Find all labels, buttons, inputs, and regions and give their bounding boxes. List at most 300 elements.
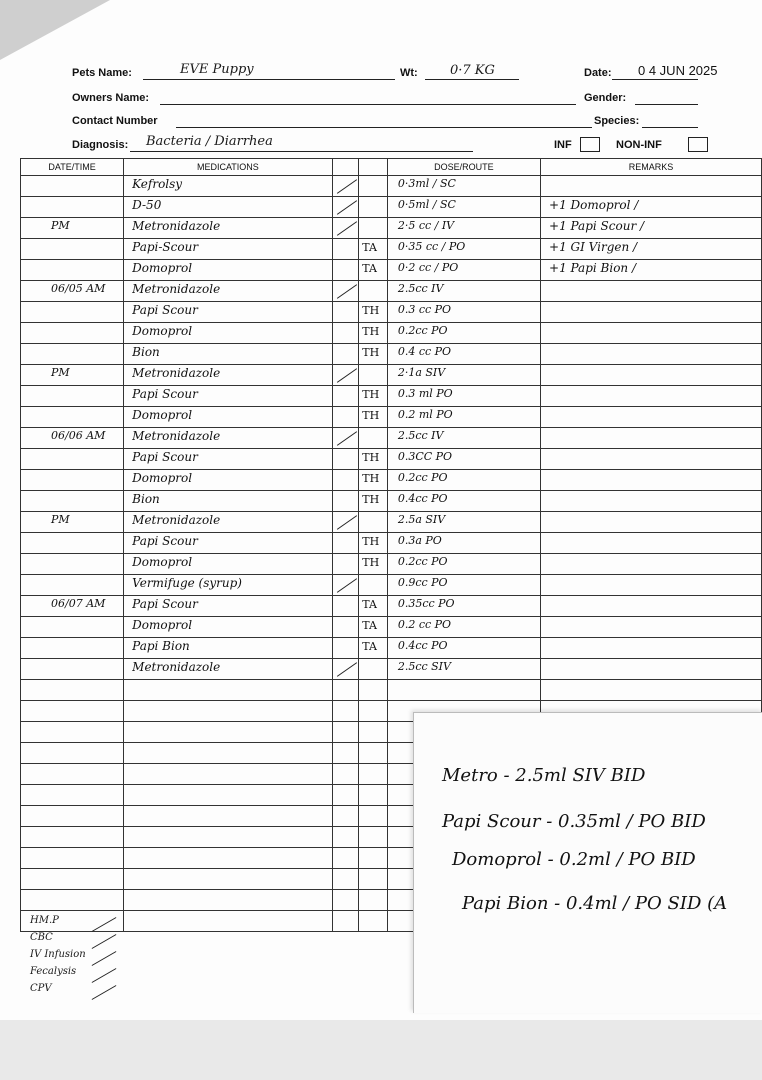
remarks-cell [541, 554, 762, 575]
dose-route-cell-text: 0.3a PO [397, 534, 442, 547]
gender-label: Gender: [584, 92, 627, 104]
checklist-item: Fecalysis [30, 966, 77, 977]
check-cell [332, 911, 359, 932]
initials-cell [359, 407, 388, 428]
medication-cell [124, 428, 332, 449]
medication-cell-text: Domoprol [132, 555, 193, 569]
remarks-cell [541, 428, 762, 449]
remarks-cell [541, 218, 762, 239]
remarks-cell [541, 281, 762, 302]
dose-route-cell-text: 0.4 cc PO [397, 345, 452, 358]
date-time-cell-text: 06/06 AM [51, 429, 106, 442]
date-time-cell [21, 554, 124, 575]
check-cell [332, 281, 359, 302]
dose-route-cell-text: 0.4cc PO [397, 492, 448, 505]
remarks-cell-text: +1 GI Virgen / [549, 240, 638, 254]
medication-cell [124, 722, 332, 743]
initials-text: TH [362, 409, 380, 422]
date-time-cell-text: 06/07 AM [51, 597, 106, 610]
dose-route-cell-text: 0.3CC PO [397, 450, 453, 463]
medication-cell [124, 764, 332, 785]
check-cell [332, 197, 359, 218]
check-cell [332, 701, 359, 722]
folded-corner [0, 0, 110, 60]
table-row [21, 554, 762, 575]
dose-route-cell-text: 0.2cc PO [397, 555, 448, 568]
date-time-cell-text: 06/05 AM [51, 282, 106, 295]
diagnosis-value: Bacteria / Diarrhea [146, 134, 273, 149]
medication-cell-text: Bion [132, 492, 160, 506]
dose-route-cell [387, 575, 540, 596]
initials-text: TH [362, 388, 380, 401]
medication-cell-text: Papi Scour [132, 303, 198, 317]
remarks-cell [541, 197, 762, 218]
table-row [21, 512, 762, 533]
inf-label: INF [554, 139, 572, 151]
header-date-time: DATE/TIME [21, 159, 124, 176]
dose-route-cell-text: 0.9cc PO [397, 576, 448, 589]
date-time-cell [21, 743, 124, 764]
header-dose-route: DOSE/ROUTE [387, 159, 540, 176]
remarks-cell [541, 659, 762, 680]
check-cell [332, 554, 359, 575]
medication-cell-text: Papi Scour [132, 534, 198, 548]
initials-cell [359, 722, 388, 743]
check-cell [332, 638, 359, 659]
dose-route-cell [387, 407, 540, 428]
initials-cell [359, 659, 388, 680]
dose-route-cell [387, 260, 540, 281]
dose-route-cell-text: 0·2 cc / PO [397, 261, 459, 274]
medication-cell [124, 176, 332, 197]
initials-cell [359, 869, 388, 890]
table-row [21, 197, 762, 218]
dose-route-cell-text: 0.2cc PO [397, 471, 448, 484]
dose-route-cell [387, 533, 540, 554]
remarks-cell [541, 302, 762, 323]
initials-cell [359, 344, 388, 365]
non-inf-checkbox[interactable] [688, 137, 708, 152]
date-time-cell [21, 491, 124, 512]
remarks-cell [541, 596, 762, 617]
taped-prescription-note [413, 712, 762, 1013]
medication-cell [124, 827, 332, 848]
check-cell [332, 239, 359, 260]
date-time-cell [21, 512, 124, 533]
medication-cell [124, 638, 332, 659]
remarks-cell-text: +1 Domoprol / [549, 198, 639, 212]
medication-cell-text: Metronidazole [132, 219, 221, 233]
table-row [21, 533, 762, 554]
medication-cell [124, 218, 332, 239]
remarks-cell [541, 323, 762, 344]
dose-route-cell [387, 239, 540, 260]
date-time-cell [21, 617, 124, 638]
checklist-item: HM.P [30, 915, 59, 926]
check-cell [332, 680, 359, 701]
date-time-cell [21, 281, 124, 302]
dose-route-cell [387, 491, 540, 512]
initials-text: TA [362, 241, 377, 254]
table-row [21, 344, 762, 365]
dose-route-cell [387, 638, 540, 659]
date-time-cell [21, 806, 124, 827]
medication-cell [124, 554, 332, 575]
check-cell [332, 596, 359, 617]
medication-cell-text: Metronidazole [132, 513, 221, 527]
date-time-cell [21, 764, 124, 785]
medication-cell [124, 890, 332, 911]
dose-route-cell-text: 0·3ml / SC [397, 177, 456, 190]
wt-value: 0·7 KG [450, 63, 495, 78]
check-cell [332, 344, 359, 365]
medication-cell [124, 596, 332, 617]
medication-cell [124, 911, 332, 932]
owners-name-line [160, 104, 576, 105]
dose-route-cell-text: 0.2 ml PO [397, 408, 453, 421]
check-cell [332, 806, 359, 827]
medication-cell-text: Kefrolsy [132, 177, 183, 191]
check-cell [332, 848, 359, 869]
non-inf-label: NON-INF [616, 139, 662, 151]
medication-cell-text: Domoprol [132, 408, 193, 422]
table-row [21, 386, 762, 407]
initials-cell [359, 176, 388, 197]
medication-cell [124, 848, 332, 869]
date-time-cell [21, 218, 124, 239]
dose-route-cell [387, 197, 540, 218]
wt-line [425, 79, 519, 80]
check-cell [332, 827, 359, 848]
check-cell [332, 764, 359, 785]
dose-route-cell [387, 218, 540, 239]
medication-cell [124, 512, 332, 533]
initials-cell [359, 512, 388, 533]
medication-cell [124, 806, 332, 827]
dose-route-cell-text: 0.35cc PO [397, 597, 455, 610]
table-row [21, 323, 762, 344]
date-time-cell [21, 407, 124, 428]
check-cell [332, 659, 359, 680]
medication-cell [124, 449, 332, 470]
medication-cell [124, 491, 332, 512]
initials-cell [359, 470, 388, 491]
check-cell [332, 428, 359, 449]
medication-cell [124, 344, 332, 365]
table-row [21, 365, 762, 386]
medication-cell-text: Papi Bion [132, 639, 190, 653]
medication-cell [124, 470, 332, 491]
check-cell [332, 533, 359, 554]
checklist-item: CBC [30, 932, 53, 943]
check-cell [332, 176, 359, 197]
date-time-cell [21, 386, 124, 407]
dose-route-cell-text: 0.2 cc PO [397, 618, 452, 631]
initials-cell [359, 911, 388, 932]
date-time-cell [21, 596, 124, 617]
initials-text: TH [362, 472, 380, 485]
date-time-cell [21, 260, 124, 281]
initials-cell [359, 785, 388, 806]
date-time-cell [21, 890, 124, 911]
dose-route-cell [387, 344, 540, 365]
initials-cell [359, 197, 388, 218]
table-row [21, 638, 762, 659]
note-line-1: Metro - 2.5ml SIV BID [442, 765, 646, 786]
medication-cell [124, 197, 332, 218]
check-cell [332, 785, 359, 806]
initials-cell [359, 365, 388, 386]
initials-cell [359, 680, 388, 701]
dose-route-cell-text: 2.5cc IV [397, 429, 444, 442]
date-time-cell [21, 701, 124, 722]
administered-slash [336, 578, 356, 593]
checklist-item: CPV [30, 983, 52, 994]
dose-route-cell [387, 365, 540, 386]
medication-cell [124, 743, 332, 764]
remarks-cell [541, 638, 762, 659]
initials-cell [359, 491, 388, 512]
table-row [21, 680, 762, 701]
table-row [21, 218, 762, 239]
dose-route-cell [387, 302, 540, 323]
table-row [21, 176, 762, 197]
dose-route-cell [387, 428, 540, 449]
date-time-cell [21, 680, 124, 701]
medication-cell [124, 239, 332, 260]
medication-cell-text: Papi Scour [132, 387, 198, 401]
note-line-4: Papi Bion - 0.4ml / PO SID (A [462, 893, 728, 914]
initials-text: TH [362, 451, 380, 464]
table-row [21, 617, 762, 638]
check-cell [332, 575, 359, 596]
initials-cell [359, 386, 388, 407]
table-row [21, 407, 762, 428]
remarks-cell [541, 470, 762, 491]
administered-slash [336, 515, 356, 530]
table-row [21, 596, 762, 617]
dose-route-cell [387, 680, 540, 701]
initials-text: TH [362, 346, 380, 359]
remarks-cell [541, 176, 762, 197]
date-label: Date: [584, 67, 612, 79]
initials-cell [359, 554, 388, 575]
medication-cell-text: Metronidazole [132, 282, 221, 296]
date-time-cell [21, 785, 124, 806]
diagnosis-label: Diagnosis: [72, 139, 129, 151]
initials-text: TA [362, 640, 377, 653]
administered-slash [336, 200, 356, 215]
dose-route-cell-text: 0.3 cc PO [397, 303, 452, 316]
check-cell [332, 260, 359, 281]
remarks-cell [541, 449, 762, 470]
checklist-tick [92, 985, 117, 1000]
dose-route-cell-text: 0.2cc PO [397, 324, 448, 337]
administered-slash [336, 368, 356, 383]
date-time-cell [21, 323, 124, 344]
medication-cell [124, 785, 332, 806]
dose-route-cell-text: 2.5cc SIV [397, 660, 451, 673]
medication-cell [124, 533, 332, 554]
initials-cell [359, 428, 388, 449]
dose-route-cell [387, 323, 540, 344]
initials-text: TA [362, 598, 377, 611]
medication-cell [124, 281, 332, 302]
initials-cell [359, 701, 388, 722]
contact-number-label: Contact Number [72, 115, 158, 127]
diagnosis-line [130, 151, 473, 152]
administered-slash [336, 431, 356, 446]
table-row [21, 260, 762, 281]
table-row [21, 491, 762, 512]
check-cell [332, 743, 359, 764]
date-time-cell [21, 722, 124, 743]
checklist-item: IV Infusion [30, 949, 86, 960]
initials-cell [359, 638, 388, 659]
medication-cell-text: Papi-Scour [132, 240, 199, 254]
initials-cell [359, 743, 388, 764]
medication-cell [124, 659, 332, 680]
remarks-cell [541, 239, 762, 260]
date-stamp: 0 4 JUN 2025 [638, 63, 718, 78]
administered-slash [336, 221, 356, 236]
dose-route-cell-text: 2.5a SIV [397, 513, 446, 526]
initials-cell [359, 281, 388, 302]
dose-route-cell [387, 176, 540, 197]
check-cell [332, 617, 359, 638]
medication-cell [124, 680, 332, 701]
dose-route-cell [387, 554, 540, 575]
remarks-cell [541, 617, 762, 638]
owners-name-label: Owners Name: [72, 92, 150, 104]
remarks-cell-text: +1 Papi Bion / [549, 261, 637, 275]
check-cell [332, 890, 359, 911]
pets-name-line [143, 79, 395, 80]
medication-cell-text: Domoprol [132, 618, 193, 632]
date-time-cell [21, 302, 124, 323]
date-time-cell [21, 197, 124, 218]
medication-cell-text: Papi Scour [132, 450, 198, 464]
medication-cell [124, 302, 332, 323]
date-time-cell [21, 365, 124, 386]
medication-cell [124, 407, 332, 428]
medication-cell [124, 323, 332, 344]
header-medications: MEDICATIONS [124, 159, 332, 176]
remarks-cell [541, 260, 762, 281]
check-cell [332, 449, 359, 470]
medication-cell [124, 365, 332, 386]
contact-number-line [176, 127, 592, 128]
dose-route-cell [387, 281, 540, 302]
remarks-cell [541, 680, 762, 701]
dose-route-cell [387, 512, 540, 533]
medication-cell [124, 617, 332, 638]
check-cell [332, 491, 359, 512]
check-cell [332, 323, 359, 344]
table-row [21, 470, 762, 491]
medication-cell-text: Bion [132, 345, 160, 359]
administered-slash [336, 662, 356, 677]
initials-cell [359, 239, 388, 260]
date-time-cell [21, 428, 124, 449]
check-cell [332, 386, 359, 407]
initials-cell [359, 848, 388, 869]
administered-slash [336, 284, 356, 299]
administered-slash [336, 179, 356, 194]
initials-cell [359, 533, 388, 554]
checklist-tick [92, 951, 117, 966]
date-time-cell [21, 659, 124, 680]
table-row [21, 428, 762, 449]
date-time-cell [21, 533, 124, 554]
date-time-cell-text: PM [51, 366, 70, 379]
initials-cell [359, 575, 388, 596]
date-time-cell [21, 470, 124, 491]
initials-cell [359, 806, 388, 827]
medication-cell-text: Metronidazole [132, 429, 221, 443]
date-time-cell [21, 848, 124, 869]
table-row [21, 449, 762, 470]
checklist-tick [92, 934, 117, 949]
header-check-col [332, 159, 359, 176]
dose-route-cell-text: 0.3 ml PO [397, 387, 453, 400]
dose-route-cell-text: 0·5ml / SC [397, 198, 456, 211]
check-cell [332, 407, 359, 428]
medication-cell-text: Papi Scour [132, 597, 198, 611]
medication-cell [124, 869, 332, 890]
dose-route-cell [387, 659, 540, 680]
check-cell [332, 512, 359, 533]
initials-text: TA [362, 619, 377, 632]
initials-cell [359, 596, 388, 617]
medication-cell-text: Metronidazole [132, 660, 221, 674]
species-line [642, 127, 698, 128]
medication-cell-text: Metronidazole [132, 366, 221, 380]
date-time-cell [21, 449, 124, 470]
initials-cell [359, 764, 388, 785]
medication-cell-text: D-50 [132, 198, 162, 212]
initials-text: TH [362, 493, 380, 506]
dose-route-cell-text: 0.4cc PO [397, 639, 448, 652]
dose-route-cell [387, 386, 540, 407]
initials-text: TA [362, 262, 377, 275]
initials-text: TH [362, 556, 380, 569]
pets-name-label: Pets Name: [72, 67, 132, 79]
inf-checkbox[interactable] [580, 137, 600, 152]
initials-cell [359, 260, 388, 281]
dose-route-cell-text: 2.5cc IV [397, 282, 444, 295]
medication-cell-text: Vermifuge (syrup) [132, 576, 242, 590]
remarks-cell [541, 533, 762, 554]
note-line-2: Papi Scour - 0.35ml / PO BID [442, 811, 706, 832]
header-initials-col [359, 159, 388, 176]
check-cell [332, 302, 359, 323]
check-cell [332, 470, 359, 491]
checklist-tick [92, 968, 117, 983]
dose-route-cell-text: 2·5 cc / IV [397, 219, 455, 232]
table-row [21, 281, 762, 302]
dose-route-cell [387, 596, 540, 617]
table-row [21, 239, 762, 260]
dose-route-cell-text: 0·35 cc / PO [397, 240, 466, 253]
remarks-cell [541, 386, 762, 407]
remarks-cell [541, 365, 762, 386]
initials-cell [359, 449, 388, 470]
medication-cell-text: Domoprol [132, 324, 193, 338]
check-cell [332, 869, 359, 890]
check-cell [332, 722, 359, 743]
remarks-cell [541, 344, 762, 365]
